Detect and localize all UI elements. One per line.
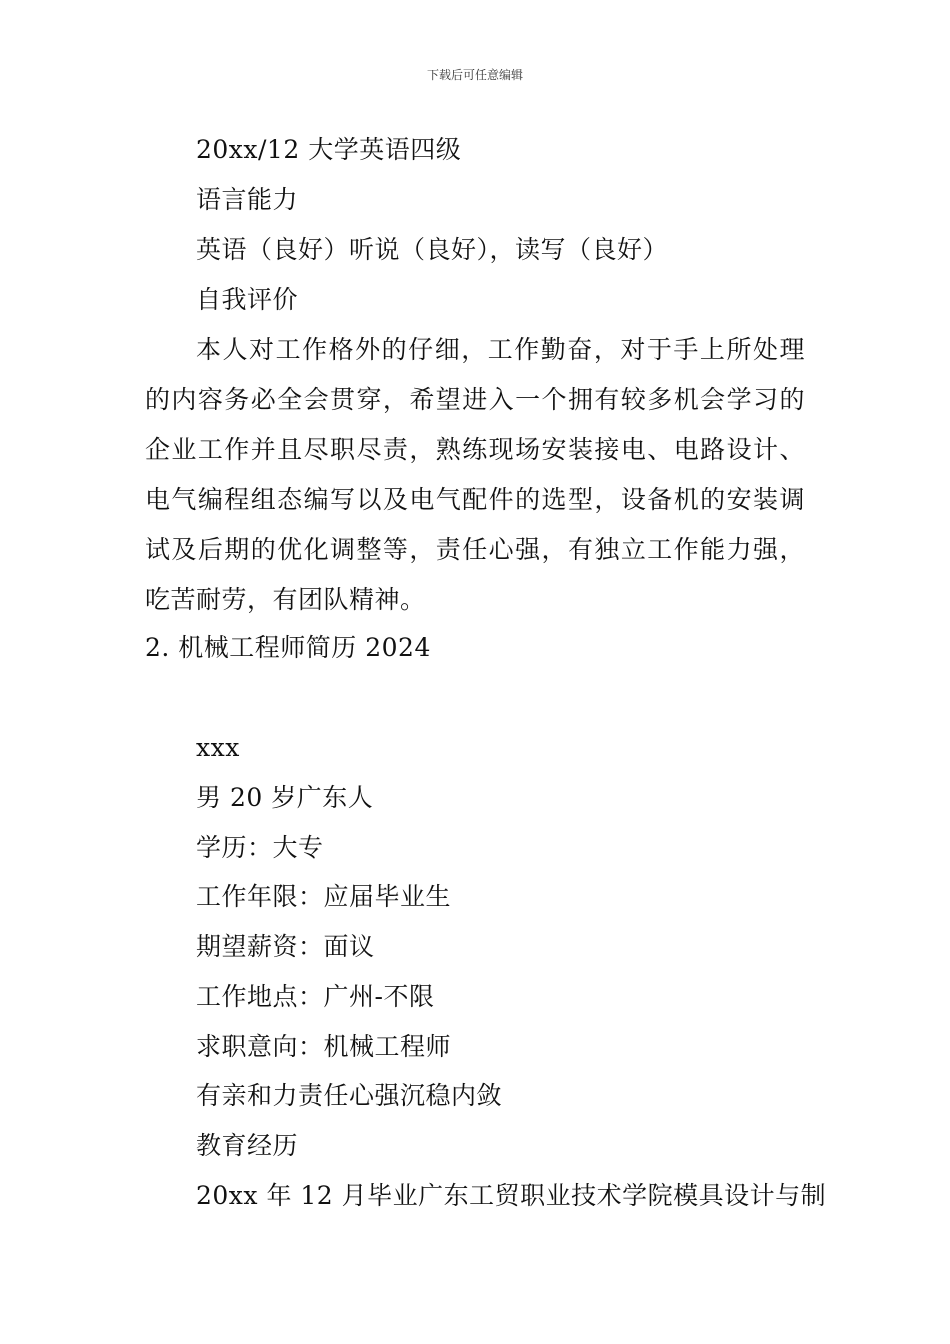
- section-heading-education: 教育经历: [196, 1131, 299, 1160]
- paragraph-line: 本人对工作格外的仔细，工作勤奋，对于手上所处理: [196, 335, 805, 364]
- text-line: 20xx/12 大学英语四级: [196, 135, 462, 164]
- text-line: 学历：大专: [196, 833, 324, 862]
- paragraph-line: 的内容务必全会贯穿，希望进入一个拥有较多机会学习的: [145, 385, 805, 414]
- text-line: 工作地点：广州-不限: [196, 982, 435, 1011]
- text-line: 工作年限：应届毕业生: [196, 882, 452, 911]
- paragraph-line: 试及后期的优化调整等，责任心强，有独立工作能力强，: [145, 535, 805, 564]
- section-title: 2. 机械工程师简历 2024: [145, 633, 431, 662]
- section-heading-self-evaluation: 自我评价: [196, 285, 299, 314]
- text-line: 有亲和力责任心强沉稳内敛: [196, 1081, 503, 1110]
- text-line: 20xx 年 12 月毕业广东工贸职业技术学院模具设计与制: [196, 1181, 827, 1210]
- candidate-name: xxx: [196, 733, 240, 762]
- text-line: 求职意向：机械工程师: [196, 1032, 452, 1061]
- text-line: 男 20 岁广东人: [196, 783, 374, 812]
- paragraph-line: 电气编程组态编写以及电气配件的选型，设备机的安装调: [145, 485, 805, 514]
- section-heading-language: 语言能力: [196, 185, 299, 214]
- page-header: 下载后可任意编辑: [426, 68, 523, 82]
- text-line: 英语（良好）听说（良好），读写（良好）: [196, 235, 669, 264]
- paragraph-line: 吃苦耐劳，有团队精神。: [145, 585, 426, 614]
- paragraph-line: 企业工作并且尽职尽责，熟练现场安装接电、电路设计、: [145, 435, 805, 464]
- text-line: 期望薪资：面议: [196, 932, 375, 961]
